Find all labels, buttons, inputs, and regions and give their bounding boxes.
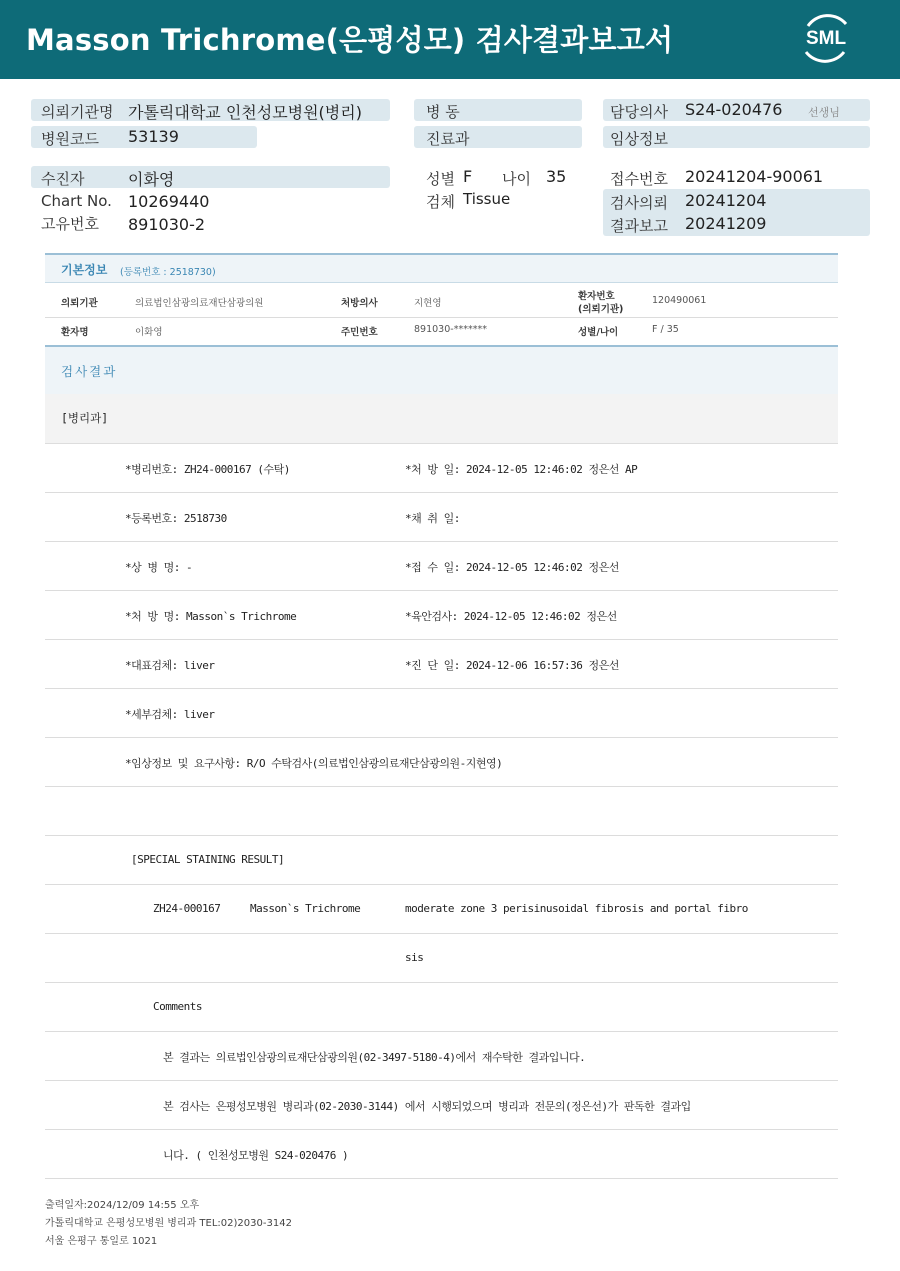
report-value: 20241209 bbox=[685, 214, 767, 233]
doctor-suffix: 선생님 bbox=[808, 106, 840, 119]
special-staining-row bbox=[45, 836, 838, 885]
basic-info-reg-no: (등록번호 : 2518730) bbox=[120, 267, 216, 278]
institution-label: 의뢰기관명 bbox=[41, 103, 114, 121]
result-row bbox=[45, 591, 838, 640]
unique-no-value: 891030-2 bbox=[128, 215, 206, 234]
request-label: 검사의뢰 bbox=[610, 194, 668, 212]
institution-val: 의료법인삼광의료재단삼광의원 bbox=[135, 298, 264, 309]
comment-text: 본 결과는 의료법인삼광의료재단삼광의원(02-3497-5180-4)에서 재수탁한 결과입니다. bbox=[163, 1051, 586, 1064]
comment-row bbox=[45, 1032, 838, 1081]
resident-no-val: 891030-******* bbox=[414, 324, 487, 335]
basic-info-row bbox=[45, 318, 838, 345]
stain-number: ZH24-000167 bbox=[153, 902, 221, 915]
staining-result-row bbox=[45, 885, 838, 934]
stain-name: Masson`s Trichrome bbox=[250, 902, 361, 915]
receipt-label: 접수번호 bbox=[610, 170, 668, 188]
comment-row bbox=[45, 1081, 838, 1130]
sex-label: 성별 bbox=[426, 170, 455, 188]
result-left: *등록번호: 2518730 bbox=[125, 512, 227, 525]
age-label: 나이 bbox=[502, 170, 531, 188]
specimen-value: Tissue bbox=[463, 190, 511, 208]
patient-name-val: 이화영 bbox=[135, 327, 163, 338]
sex-value: F bbox=[463, 167, 473, 186]
patient-box bbox=[31, 166, 390, 188]
request-value: 20241204 bbox=[685, 191, 767, 210]
patient-no-key-sub: (의뢰기관) bbox=[578, 304, 624, 315]
patient-no-val: 120490061 bbox=[652, 295, 707, 306]
result-left: *임상정보 및 요구사항: R/O 수탁검사(의료법인삼광의료재단삼광의원-지현영) bbox=[125, 757, 503, 770]
age-value: 35 bbox=[546, 167, 567, 186]
result-row bbox=[45, 640, 838, 689]
stain-result-cont: sis bbox=[405, 951, 424, 964]
comments-row bbox=[45, 983, 838, 1032]
result-right: *육안검사: 2024-12-05 12:46:02 정은선 bbox=[405, 610, 617, 623]
institution-key: 의뢰기관 bbox=[61, 298, 98, 309]
report-header bbox=[0, 0, 900, 79]
result-left: *상 병 명: - bbox=[125, 561, 193, 574]
dept-label: 진료과 bbox=[426, 130, 470, 148]
unique-no-label: 고유번호 bbox=[41, 215, 99, 233]
result-row bbox=[45, 493, 838, 542]
dept-name: [병리과] bbox=[61, 411, 109, 425]
empty-row bbox=[45, 787, 838, 836]
result-row bbox=[45, 689, 838, 738]
basic-info-title: 기본정보 bbox=[61, 263, 108, 277]
result-left: *세부검체: liver bbox=[125, 708, 215, 721]
sml-logo bbox=[796, 12, 856, 64]
print-date: 출력일자:2024/12/09 14:55 오후 bbox=[45, 1200, 200, 1211]
basic-info-row bbox=[45, 283, 838, 318]
resident-no-key: 주민번호 bbox=[341, 327, 378, 338]
doctor-label: 담당의사 bbox=[610, 103, 668, 121]
stain-result: moderate zone 3 perisinusoidal fibrosis and portal fibro bbox=[405, 902, 748, 915]
report-title: Masson Trichrome(은평성모) 검사결과보고서 bbox=[26, 23, 674, 57]
result-right: *진 단 일: 2024-12-06 16:57:36 정은선 bbox=[405, 659, 619, 672]
comment-text: 본 검사는 은평성모병원 병리과(02-2030-3144) 에서 시행되었으며 병리과 전문의(정은선)가 판독한 결과입 bbox=[163, 1100, 691, 1113]
result-row bbox=[45, 542, 838, 591]
result-row bbox=[45, 444, 838, 493]
result-row bbox=[45, 738, 838, 787]
institution-value: 가톨릭대학교 인천성모병원(병리) bbox=[128, 103, 362, 122]
doctor-value: S24-020476 bbox=[685, 100, 783, 119]
result-title: 검사결과 bbox=[61, 364, 118, 379]
dept-row bbox=[45, 394, 838, 444]
report-label: 결과보고 bbox=[610, 217, 668, 235]
result-left: *처 방 명: Masson`s Trichrome bbox=[125, 610, 297, 623]
basic-info-header bbox=[45, 253, 838, 283]
footer-contact: 가톨릭대학교 은평성모병원 병리과 TEL:02)2030-3142 bbox=[45, 1218, 292, 1229]
sex-age-val: F / 35 bbox=[652, 324, 679, 335]
special-staining-title: [SPECIAL STAINING RESULT] bbox=[131, 853, 285, 866]
clinical-label: 임상정보 bbox=[610, 130, 668, 148]
comments-label: Comments bbox=[153, 1000, 202, 1013]
result-right: *접 수 일: 2024-12-05 12:46:02 정은선 bbox=[405, 561, 619, 574]
receipt-value: 20241204-90061 bbox=[685, 167, 824, 186]
ward-label: 병 동 bbox=[426, 103, 460, 121]
patient-no-key: 환자번호 bbox=[578, 291, 615, 302]
basic-info-table bbox=[45, 253, 838, 345]
patient-value: 이화영 bbox=[128, 170, 175, 189]
patient-label: 수진자 bbox=[41, 170, 85, 188]
result-left: *병리번호: ZH24-000167 (수탁) bbox=[125, 463, 290, 476]
prescriber-val: 지현영 bbox=[414, 298, 442, 309]
comment-row bbox=[45, 1130, 838, 1179]
patient-name-key: 환자명 bbox=[61, 327, 89, 338]
chart-no-label: Chart No. bbox=[41, 192, 112, 210]
svg-text:SML: SML bbox=[805, 28, 847, 49]
comment-text: 니다. ( 인천성모병원 S24-020476 ) bbox=[163, 1149, 349, 1162]
footer-address: 서울 은평구 통일로 1021 bbox=[45, 1236, 158, 1247]
chart-no-value: 10269440 bbox=[128, 192, 210, 211]
result-left: *대표검체: liver bbox=[125, 659, 215, 672]
report-footer bbox=[45, 1197, 292, 1251]
hospital-code-value: 53139 bbox=[128, 127, 179, 146]
sex-age-key: 성별/나이 bbox=[578, 327, 619, 338]
staining-result-row bbox=[45, 934, 838, 983]
result-header bbox=[45, 345, 838, 394]
prescriber-key: 처방의사 bbox=[341, 298, 378, 309]
hospital-code-label: 병원코드 bbox=[41, 130, 99, 148]
result-right: *채 취 일: bbox=[405, 512, 460, 525]
result-right: *처 방 일: 2024-12-05 12:46:02 정은선 AP bbox=[405, 463, 638, 476]
specimen-label: 검체 bbox=[426, 193, 455, 211]
